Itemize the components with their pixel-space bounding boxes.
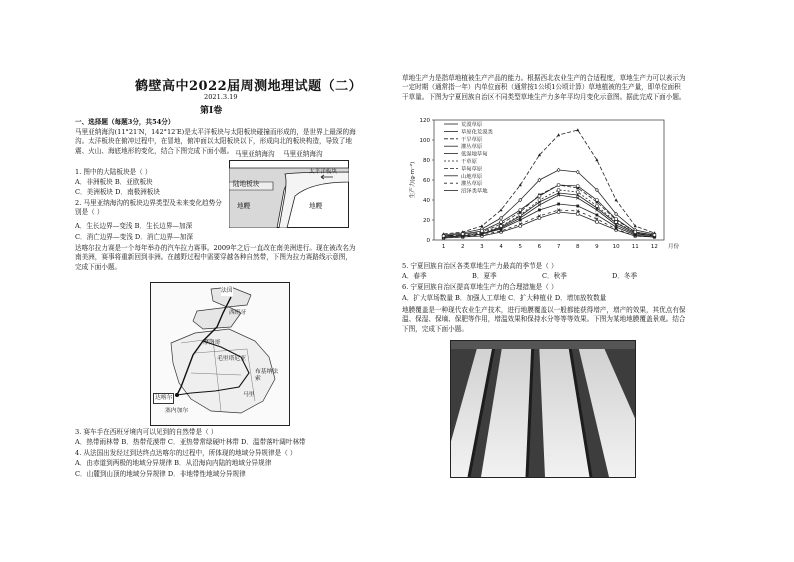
data-point (615, 218, 618, 221)
data-point (538, 204, 541, 207)
trench-label-right: 马里亚纳海沟 (283, 150, 323, 158)
mantle-label-left: 地幔 (237, 202, 251, 210)
data-point (519, 219, 522, 222)
x-tick-label: 1 (441, 244, 446, 250)
data-point (576, 191, 579, 194)
data-point (480, 230, 483, 233)
grassland-productivity-chart (404, 112, 684, 260)
x-tick-label: 12 (650, 244, 658, 250)
x-tick-label: 4 (499, 244, 503, 250)
x-tick-label: 6 (537, 244, 542, 250)
volume-label: 第Ⅰ卷 (200, 106, 223, 116)
x-tick-label: 8 (576, 244, 580, 250)
q5-option-b: B．夏季 (472, 272, 497, 280)
map-label-france: 法国 (221, 287, 233, 296)
y-tick-label: 0 (426, 238, 430, 244)
q2-options-a: A．生长边界—变浅 B．生长边界—加深 (75, 222, 193, 230)
legend-label: 沼泽类草地 (461, 188, 488, 195)
data-point (500, 225, 503, 228)
y-tick-label: 80 (423, 158, 430, 164)
data-point (538, 209, 541, 212)
legend-label: 干旱草原 (461, 136, 483, 143)
legend-label: 灌丛草原 (461, 144, 483, 151)
question-3: 3. 赛车手在西班牙境内可以见到的自然带是（ ） (75, 428, 218, 436)
question-1: 1. 图中的大陆板块是（ ） (75, 168, 152, 176)
data-point (576, 213, 579, 216)
map-label-mauritania: 毛里塔尼亚 (217, 356, 246, 362)
trench-diagram (229, 150, 349, 228)
legend-label: 灌丛草原 (461, 181, 483, 188)
data-point (500, 221, 503, 224)
q4-options-a: A．由赤道到两极的地域分异规律 B．从沿海向内陆的地域分异规律 (75, 459, 272, 467)
y-tick-label: 40 (423, 198, 430, 204)
y-tick-label: 20 (423, 218, 430, 224)
y-tick-label: 100 (419, 138, 430, 144)
legend-label: 荒漠草原 (461, 122, 483, 128)
trench-label-left: 马里亚纳海沟 (235, 150, 275, 158)
series-line (444, 212, 655, 238)
map-label-morocco: 摩洛哥 (203, 340, 221, 346)
section-heading: 一、选择题（每题3分，共54分） (75, 118, 175, 126)
mulch-film-field-photo (450, 340, 636, 478)
data-point (480, 224, 483, 227)
legend-label: 低湿地草甸 (461, 151, 488, 158)
legend-label: 山地草原 (461, 173, 483, 180)
x-tick-label: 7 (556, 244, 561, 250)
data-point (596, 214, 599, 217)
data-point (614, 198, 617, 201)
q4-options-b: C．山麓到山顶的地域分异规律 D．非地带性地域分异规律 (75, 470, 246, 478)
data-point (461, 233, 464, 236)
passage-grassland: 草地生产力是指草地植被生产产品的能力。根据西北农业生产的合适程度，草地生产力可以表示为一定时期（通常指一年）内单位面积（通常按1公顷1公顷计算）草地植被的生产量，即单位面积干草量。下图为宁夏回族自治区不同类型草地生产力多年平均月变化示意图。据此完成下面小题。 (402, 74, 686, 101)
mantle-label-right: 地幔 (309, 202, 323, 210)
q5-option-c: C．秋季 (542, 272, 567, 280)
question-5: 5. 宁夏回族自治区各类草地生产力最高的季节是（ ） (402, 262, 558, 270)
chart-svg (404, 112, 684, 260)
question-6: 6. 宁夏回族自治区提高草地生产力的合理措施是（ ） (402, 283, 558, 291)
data-point (557, 133, 560, 136)
data-point (442, 235, 445, 238)
map-label-dakar: 达喀尔 (153, 393, 174, 404)
q1-options-a: A．非洲板块 B．亚欧板块 (75, 178, 153, 186)
x-tick-label: 5 (518, 244, 522, 250)
legend-label: 干草原 (461, 159, 477, 165)
q2-options-b: C．消亡边界—变浅 D．消亡边界—加深 (75, 233, 193, 241)
data-point (538, 195, 541, 198)
legend-label: 草原化荒漠类 (461, 129, 493, 136)
map-label-spain: 西班牙 (229, 310, 247, 316)
data-point (576, 185, 579, 188)
map-label-senegal: 塞内加尔 (165, 408, 189, 414)
passage-mulch: 地膜覆盖是一种现代农业生产技术，进行地膜覆盖以一般都能获得增产，增产的效果，其优点有保温、保湿、保墒、保肥等作用，增温效果和保持水分等等等效果。下图为某地地膜覆盖景观。结合下图，完成下面小题。 (402, 306, 686, 333)
data-point (595, 199, 598, 202)
exam-date: 2021.3.19 (204, 93, 238, 101)
question-4: 4. 从法国出发经过到达终点达喀尔的过程中，所体现的地域分异规律是（ ） (75, 449, 297, 457)
q5-option-a: A．春季 (402, 272, 427, 280)
data-point (519, 209, 522, 212)
data-point (519, 214, 522, 217)
data-point (576, 205, 579, 208)
mulch-photo-drawing (451, 341, 635, 477)
q6-options: A．扩大草场数量 B．加强人工草地 C．扩大种植业 D．增加放牧数量 (402, 294, 607, 302)
y-tick-label: 120 (419, 118, 430, 124)
data-point (557, 184, 560, 187)
x-tick-label: 11 (631, 244, 639, 250)
data-point (557, 189, 560, 192)
data-point (576, 128, 579, 131)
x-tick-label: 2 (461, 244, 465, 250)
data-point (557, 168, 560, 172)
y-tick-label: 60 (423, 178, 430, 184)
data-point (615, 221, 618, 224)
data-point (634, 231, 637, 234)
data-point (595, 221, 598, 224)
q3-options: A．热带雨林带 B．热带荒漠带 C．亚热带常绿硬叶林带 D．温带落叶阔叶林带 (75, 438, 306, 446)
y-axis-label: 生产力(g·m⁻²) (410, 161, 416, 199)
q5-option-d: D．冬季 (612, 272, 638, 280)
pacific-plate-label: 太平洋板块 (309, 169, 337, 175)
data-point (557, 203, 560, 206)
data-point (653, 234, 656, 237)
passage-1: 马里亚纳海沟(11°21′N，142°12′E)是太平洋板块与太阳板块碰撞而形成的，是世界上最深的海沟。太洋板块在俯冲过程中，在冒地，俯冲面以太阳板块以下，形成向北的板块构造，导致了地震、火山、海底地形的变化，结合下图完成下面小题。 (75, 128, 356, 155)
map-label-mali: 马里 (243, 392, 255, 398)
x-tick-label: 9 (595, 244, 599, 250)
q1-options-b: C．美洲板块 D．南极洲板块 (75, 188, 160, 196)
map-label-burkina: 布基纳法索 (255, 369, 279, 382)
data-point (538, 199, 541, 202)
data-point (595, 205, 598, 208)
x-tick-label: 10 (612, 244, 620, 250)
x-axis-label: 月份 (668, 244, 680, 250)
question-2: 2. 马里亚纳海沟的板块边界类型及未来变化趋势分别是（ ） (75, 199, 222, 217)
continent-plate-label: 陆地板块 (233, 180, 260, 188)
exam-title: 鹤壁高中2022届周测地理试题（二） (135, 79, 363, 94)
x-tick-label: 3 (480, 244, 484, 250)
legend-label: 草甸草原 (461, 166, 483, 173)
passage-2: 达喀尔拉力赛是一个每年举办的汽车拉力赛事。2009年之后一直改在南美洲进行。现在被改名为南美洲，赛事将重新回到非洲。在越野过程中需要穿越各种自然带，下图为拉力赛路线示意图，完成下面小题。 (75, 244, 356, 271)
rally-route-map (150, 282, 290, 426)
